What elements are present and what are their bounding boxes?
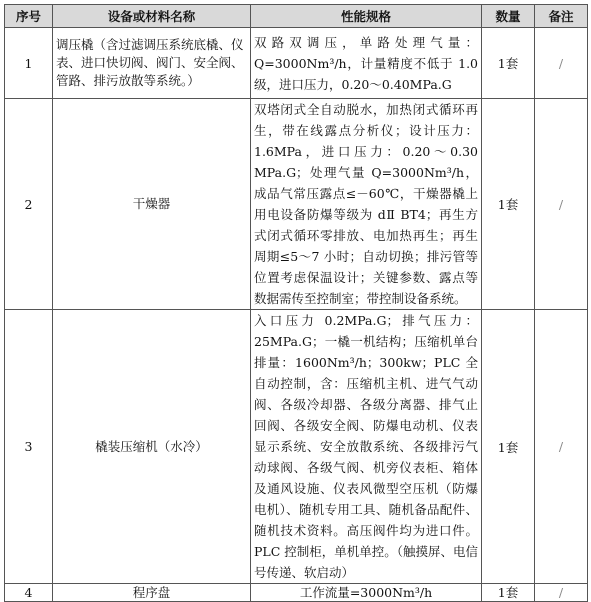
row-note: / [535,28,588,99]
row-no: 4 [5,584,53,602]
table-row [5,28,588,99]
equipment-spec-table [4,4,588,602]
row-spec: 双塔闭式全自动脱水，加热闭式循环再生，带在线露点分析仪；设计压力：1.6MPa，进口压力：0.20～0.30 MPa.G；处理气量 Q=3000Nm³/h，成品气常压露点≤－60℃，干燥器橇上用电设备防爆等级为 dⅡ BT4；再生方式闭式循环零排放、电加热再生；再生周期≤5～7 小时；自动切换；排污管等位置考虑保温设计；关键参数、露点等数据需传至控制室；带控制设备系统。 [251,99,482,310]
table-row [5,99,588,310]
row-qty: 1套 [482,584,535,602]
row-qty: 1套 [482,310,535,584]
row-no: 3 [5,310,53,584]
row-name: 调压橇（含过滤调压系统底橇、仪表、进口快切阀、阀门、安全阀、管路、排污放散等系统。） [53,28,251,99]
row-name: 干燥器 [53,99,251,310]
header-no: 序号 [5,5,53,28]
header-qty: 数量 [482,5,535,28]
table-header-row [5,5,588,28]
row-note: / [535,310,588,584]
row-name: 橇装压缩机（水冷） [53,310,251,584]
header-name: 设备或材料名称 [53,5,251,28]
header-note: 备注 [535,5,588,28]
row-spec: 双路双调压，单路处理气量：Q=3000Nm³/h，计量精度不低于 1.0 级，进口压力，0.20～0.40MPa.G [251,28,482,99]
row-note: / [535,584,588,602]
header-spec: 性能规格 [251,5,482,28]
row-no: 1 [5,28,53,99]
row-note: / [535,99,588,310]
row-name: 程序盘 [53,584,251,602]
row-spec: 入口压力 0.2MPa.G；排气压力：25MPa.G；一橇一机结构；压缩机单台排量：1600Nm³/h；300kw；PLC 全自动控制，含：压缩机主机、进气气动阀、各级冷却器、各级分离器、排气止回阀、各级安全阀、防爆电动机、仪表显示系统、安全放散系统、各级排污气动球阀、各级气阀、机旁仪表柜、箱体及通风设施、仪表风微型空压机（防爆电机）、随机专用工具、随机备品配件、随机技术资料。高压阀件均为进口件。PLC 控制柜，单机单控。（触摸屏、电信号传递、软启动） [251,310,482,584]
table-row [5,310,588,584]
row-spec: 工作流量=3000Nm³/h [251,584,482,602]
row-qty: 1套 [482,99,535,310]
row-qty: 1套 [482,28,535,99]
row-no: 2 [5,99,53,310]
